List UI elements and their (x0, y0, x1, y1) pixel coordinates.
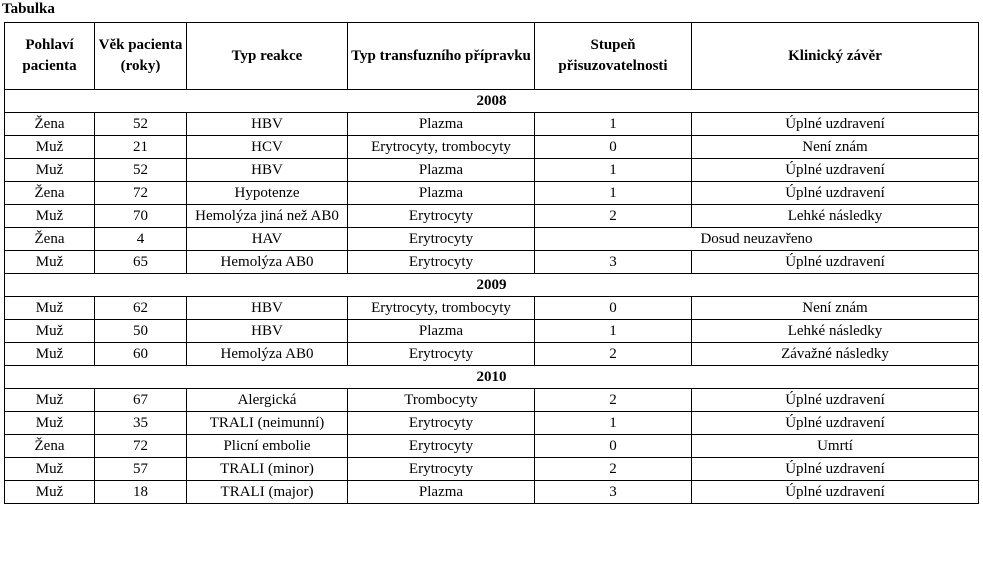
cell-age: 65 (95, 251, 187, 274)
cell-reaction-type: Hemolýza AB0 (187, 343, 348, 366)
table-row (5, 251, 979, 274)
table-row (5, 320, 979, 343)
cell-product-type: Plazma (348, 320, 535, 343)
table-row (5, 182, 979, 205)
cell-reaction-type: HBV (187, 320, 348, 343)
cell-outcome: Úplné uzdravení (692, 182, 979, 205)
cell-reaction-type: HAV (187, 228, 348, 251)
cell-imputability: 2 (535, 389, 692, 412)
cell-age: 62 (95, 297, 187, 320)
header-row (5, 23, 979, 90)
cell-sex: Muž (5, 412, 95, 435)
cell-product-type: Trombocyty (348, 389, 535, 412)
cell-sex: Žena (5, 435, 95, 458)
year-row (5, 90, 979, 113)
table-row (5, 159, 979, 182)
year-label: 2010 (5, 366, 979, 389)
cell-reaction-type: Plicní embolie (187, 435, 348, 458)
cell-sex: Žena (5, 113, 95, 136)
cell-product-type: Plazma (348, 159, 535, 182)
table-row (5, 228, 979, 251)
cell-age: 70 (95, 205, 187, 228)
table-caption: Tabulka (2, 1, 55, 17)
cell-outcome: Úplné uzdravení (692, 458, 979, 481)
cell-outcome: Úplné uzdravení (692, 412, 979, 435)
cell-outcome: Lehké následky (692, 320, 979, 343)
cell-reaction-type: HBV (187, 159, 348, 182)
cell-product-type: Erytrocyty (348, 205, 535, 228)
cell-product-type: Erytrocyty (348, 435, 535, 458)
data-table (4, 22, 979, 504)
table-row (5, 458, 979, 481)
cell-outcome: Lehké následky (692, 205, 979, 228)
cell-product-type: Erytrocyty (348, 251, 535, 274)
cell-product-type: Erytrocyty (348, 458, 535, 481)
cell-imputability: 2 (535, 458, 692, 481)
year-label: 2008 (5, 90, 979, 113)
cell-imputability: 2 (535, 205, 692, 228)
cell-imputability: 1 (535, 159, 692, 182)
cell-imputability: 0 (535, 297, 692, 320)
cell-product-type: Plazma (348, 182, 535, 205)
cell-age: 21 (95, 136, 187, 159)
cell-outcome: Úplné uzdravení (692, 389, 979, 412)
cell-age: 52 (95, 113, 187, 136)
cell-product-type: Erytrocyty (348, 412, 535, 435)
cell-product-type: Erytrocyty (348, 228, 535, 251)
table-row (5, 389, 979, 412)
cell-product-type: Plazma (348, 481, 535, 504)
cell-age: 60 (95, 343, 187, 366)
cell-reaction-type: TRALI (neimunní) (187, 412, 348, 435)
cell-product-type: Erytrocyty (348, 343, 535, 366)
cell-outcome: Není znám (692, 136, 979, 159)
cell-sex: Muž (5, 205, 95, 228)
cell-reaction-type: Alergická (187, 389, 348, 412)
cell-imputability: 3 (535, 251, 692, 274)
header-reaction-type: Typ reakce (187, 23, 348, 90)
header-age: Věk pacienta (roky) (95, 23, 187, 90)
cell-reaction-type: Hypotenze (187, 182, 348, 205)
cell-sex: Muž (5, 389, 95, 412)
cell-product-type: Plazma (348, 113, 535, 136)
cell-reaction-type: Hemolýza jiná než AB0 (187, 205, 348, 228)
cell-product-type: Erytrocyty, trombocyty (348, 297, 535, 320)
table-body (5, 90, 979, 504)
cell-sex: Muž (5, 458, 95, 481)
header-imputability: Stupeň přisuzovatelnosti (535, 23, 692, 90)
cell-age: 72 (95, 182, 187, 205)
cell-sex: Muž (5, 297, 95, 320)
cell-sex: Muž (5, 159, 95, 182)
cell-reaction-type: TRALI (major) (187, 481, 348, 504)
table-row (5, 136, 979, 159)
cell-age: 57 (95, 458, 187, 481)
cell-imputability: 0 (535, 136, 692, 159)
cell-reaction-type: HCV (187, 136, 348, 159)
cell-reaction-type: HBV (187, 113, 348, 136)
cell-sex: Muž (5, 251, 95, 274)
cell-outcome: Úplné uzdravení (692, 251, 979, 274)
cell-imputability: 1 (535, 113, 692, 136)
cell-imputability: 0 (535, 435, 692, 458)
table-row (5, 481, 979, 504)
cell-imputability: 1 (535, 412, 692, 435)
header-outcome: Klinický závěr (692, 23, 979, 90)
cell-imputability: 2 (535, 343, 692, 366)
table-row (5, 297, 979, 320)
cell-reaction-type: Hemolýza AB0 (187, 251, 348, 274)
cell-age: 67 (95, 389, 187, 412)
cell-sex: Muž (5, 343, 95, 366)
cell-outcome: Není znám (692, 297, 979, 320)
cell-age: 35 (95, 412, 187, 435)
cell-outcome: Úplné uzdravení (692, 481, 979, 504)
cell-sex: Muž (5, 136, 95, 159)
cell-age: 52 (95, 159, 187, 182)
year-label: 2009 (5, 274, 979, 297)
cell-sex: Žena (5, 182, 95, 205)
cell-reaction-type: HBV (187, 297, 348, 320)
cell-product-type: Erytrocyty, trombocyty (348, 136, 535, 159)
table-row (5, 113, 979, 136)
cell-outcome: Úplné uzdravení (692, 159, 979, 182)
cell-sex: Muž (5, 320, 95, 343)
cell-reaction-type: TRALI (minor) (187, 458, 348, 481)
cell-outcome: Umrtí (692, 435, 979, 458)
header-sex: Pohlaví pacienta (5, 23, 95, 90)
cell-imputability: 1 (535, 320, 692, 343)
cell-outcome: Závažné následky (692, 343, 979, 366)
cell-age: 50 (95, 320, 187, 343)
cell-age: 18 (95, 481, 187, 504)
table-row (5, 435, 979, 458)
table-row (5, 343, 979, 366)
table-row (5, 412, 979, 435)
cell-sex: Žena (5, 228, 95, 251)
cell-age: 72 (95, 435, 187, 458)
cell-sex: Muž (5, 481, 95, 504)
table-row (5, 205, 979, 228)
year-row (5, 274, 979, 297)
cell-outcome: Úplné uzdravení (692, 113, 979, 136)
year-row (5, 366, 979, 389)
cell-imputability: 1 (535, 182, 692, 205)
cell-imputability: 3 (535, 481, 692, 504)
cell-age: 4 (95, 228, 187, 251)
header-product-type: Typ transfuzního přípravku (348, 23, 535, 90)
cell-outcome: Dosud neuzavřeno (535, 228, 979, 251)
